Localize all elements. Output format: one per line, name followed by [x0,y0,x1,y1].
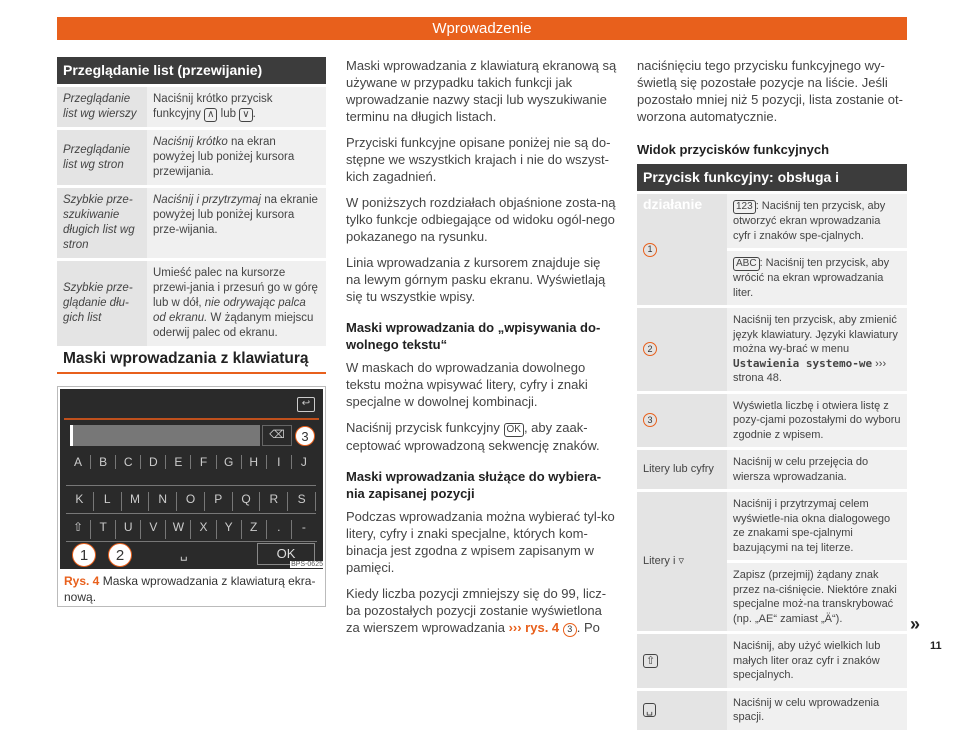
figure-code: BPS-0625 [291,561,323,568]
row-text [147,87,326,127]
keyboard-figure [57,386,326,607]
page-number: 11 [930,640,942,652]
key[interactable]: Y [217,520,242,539]
keyboard-row-2 [66,485,316,511]
key[interactable]: V [141,520,166,539]
key[interactable]: X [191,520,216,539]
chapter-header: Wprowadzenie [57,17,907,40]
text: Naciśnij w celu wprowadzenia spacji. [727,691,907,730]
callout-2: 2 [643,342,657,356]
key[interactable]: . [267,520,292,539]
back-icon[interactable]: ↩ [297,397,315,412]
table-title: Przycisk funkcyjny: obsługa i działanie [637,164,907,191]
keyboard-row-1 [66,455,316,469]
callout-1: 1 [643,243,657,257]
key[interactable]: O [177,492,205,511]
caption-text: Maska wprowadzania z klawiaturą ekra-nową. [64,574,316,604]
key[interactable]: H [242,455,267,469]
row-label: Przeglądanie list wg wierszy [57,87,147,127]
key[interactable]: R [260,492,288,511]
key[interactable]: K [66,492,94,511]
row-label: Litery i ▿ [637,492,727,631]
text: Kiedy liczba pozycji zmniejszy się do 99, licz-ba pozostałych pozycji zostanie wyświetlona za wierszem wprowadzania [346,586,607,635]
text: Naciśnij krótko przycisk funkcyjny [153,93,273,120]
section-title: Maski wprowadzania z klawiaturą [57,350,326,374]
text: Naciśnij przycisk funkcyjny [346,420,500,435]
row-text [147,261,326,346]
figure-link[interactable]: ››› rys. 4 [508,620,560,635]
keyboard-row-3 [66,513,316,539]
emphasis: Naciśnij i przytrzymaj [153,194,261,206]
table-row [637,394,907,448]
text: Zapisz (przejmij) żądany znak przez na-ciśnięcie. Niektóre znaki specjalne moż-na transkrybować (np. „AE“ zamiast „Ä“). [727,563,907,631]
paragraph: W poniższych rozdziałach objaśnione zosta-ną tylko funkcje odbiegające od widoku ogól-nego pokazanego na rysunku. [346,195,616,244]
text: lub [220,108,237,120]
abc-key-icon: ABC [733,257,760,271]
text: , aby zaak-ceptować wprowadzoną sekwencję znaków. [346,420,600,453]
row-label: Szybkie prze-szukiwanie długich list wg stron [57,188,147,258]
text: W żądanym miejscu oderwij palec od ekranu. [153,312,314,339]
key[interactable]: I [267,455,292,469]
ok-key-icon: OK [504,423,524,437]
page-link[interactable]: ››› strona 48. [733,357,887,384]
middle-column [346,57,618,646]
subheading: Widok przycisków funkcyjnych [637,142,830,157]
callout-1: 1 [72,543,96,567]
text: Naciśnij, aby użyć wielkich lub małych liter oraz cyfr i znaków specjalnych. [727,634,907,688]
table-row [57,188,326,258]
key[interactable]: S [288,492,316,511]
right-column [637,57,907,733]
table-row [57,87,326,127]
key[interactable]: Q [233,492,261,511]
table-row [637,634,907,688]
paragraph [346,585,618,637]
scroll-table [57,57,326,349]
key[interactable]: C [116,455,141,469]
row-text [147,188,326,258]
paragraph: Linia wprowadzania z kursorem znajduje się na lewym górnym pasku ekranu. Wyświetlają się tu wszystkie wpisy. [346,255,606,304]
key[interactable]: E [166,455,191,469]
menu-name: Ustawienia systemo-we [733,356,873,370]
key[interactable]: L [94,492,122,511]
key[interactable]: B [91,455,116,469]
paragraph: Podczas wprowadzania można wybierać tyl-ko litery, cyfry i znaki specjalne, których kom-binacja jest zgodna z wpisem zapisanym w pamięci. [346,509,615,575]
key[interactable]: Z [242,520,267,539]
key[interactable]: F [191,455,216,469]
text: Naciśnij ten przycisk, aby zmienić język klawiatury. Języki klawiatury można wy-brać w menu [733,314,898,355]
backspace-icon[interactable]: ⌫ [262,425,292,446]
text: . Po [576,620,600,635]
key[interactable]: A [66,455,91,469]
num-key-icon: 123 [733,200,756,214]
text: Umieść palec na kursorze przewi-jania i przesuń go w górę lub w dół, [153,267,318,309]
emphasis: Naciśnij krótko [153,136,228,148]
text: na ekranie powyżej lub poniżej kursora prze-wijania. [153,194,318,236]
paragraph: Przyciski funkcyjne opisane poniżej nie są do-stępne we wszystkich krajach i nie do wszyst-kich zagadnień. [346,135,611,184]
space-icon: ␣ [643,703,656,717]
paragraph: Maski wprowadzania z klawiaturą ekranową są używane w przypadku takich funkcji jak wprowadzanie nazwy stacji lub wyszukiwanie terminu na długich listach. [346,58,617,124]
shift-icon: ⇧ [643,654,658,668]
paragraph [346,419,618,454]
ok-button[interactable]: OK [257,543,315,565]
callout-2: 2 [108,543,132,567]
figure-caption [64,573,325,605]
row-label: Szybkie prze-glądanie dłu-gich list [57,261,147,346]
key[interactable]: W [166,520,191,539]
text: Naciśnij w celu przejęcia do wiersza wprowadzania. [727,450,907,489]
table-row [637,492,907,560]
up-key-icon: ∧ [204,108,217,122]
text: Naciśnij i przytrzymaj celem wyświetle-nia okna dialogowego ze znakami spe-cjalnymi bazującymi na tej literze. [727,492,907,560]
down-key-icon: ∨ [239,108,252,122]
text: Wyświetla liczbę i otwiera listę z pozy-cjami pozostałymi do wyboru zgodnie z wpisem. [727,394,907,448]
caption-label: Rys. 4 [64,574,100,588]
key[interactable]: M [122,492,150,511]
subheading: Maski wprowadzania do „wpisywania do-wolnego tekstu“ [346,320,601,352]
key[interactable]: G [217,455,242,469]
table-row [57,261,326,346]
shift-key[interactable]: ⇧ [66,520,91,539]
text: . [252,108,256,120]
key[interactable]: N [149,492,177,511]
table-row [637,450,907,489]
key[interactable]: J [300,455,307,469]
space-key[interactable]: ␣ [180,547,188,561]
paragraph: W maskach do wprowadzania dowolnego tekstu można wpisywać litery, cyfry i znaki specjalne w dowolnej kombinacji. [346,360,588,409]
text: na ekran powyżej lub poniżej kursora przewijania. [153,136,295,178]
key[interactable]: P [205,492,233,511]
table-row [637,691,907,730]
row-text [147,130,326,185]
table-title: Przeglądanie list (przewijanie) [57,57,326,84]
key[interactable]: D [141,455,166,469]
table-row [637,308,907,391]
key[interactable]: T [91,520,116,539]
text: : Naciśnij ten przycisk, aby wrócić na ekran wprowadzania liter. [733,257,890,299]
callout-3: 3 [295,426,315,446]
key[interactable]: U [116,520,141,539]
subheading: Maski wprowadzania służące do wybiera-nia zapisanej pozycji [346,469,602,501]
keyboard-screen [60,389,323,569]
row-label: Litery lub cyfry [637,450,727,489]
table-row [57,130,326,185]
text-input[interactable] [70,425,260,446]
callout-3: 3 [643,413,657,427]
emphasis: nie odrywając palca od ekranu. [153,297,306,324]
callout-ref: 3 [563,623,577,637]
row-label: Przeglądanie list wg stron [57,130,147,185]
text: : Naciśnij ten przycisk, aby otworzyć ekran wprowadzania cyfr i znaków spe-cjalnych. [733,200,886,242]
key[interactable]: - [301,520,306,534]
paragraph: naciśnięciu tego przycisku funkcyjnego wy-świetlą się pozostałe pozycje na liście. Jeśli pozostało mniej niż 5 pozycji, lista zostanie ot-worzona automatycznie. [637,58,903,124]
continue-icon: » [910,614,921,634]
